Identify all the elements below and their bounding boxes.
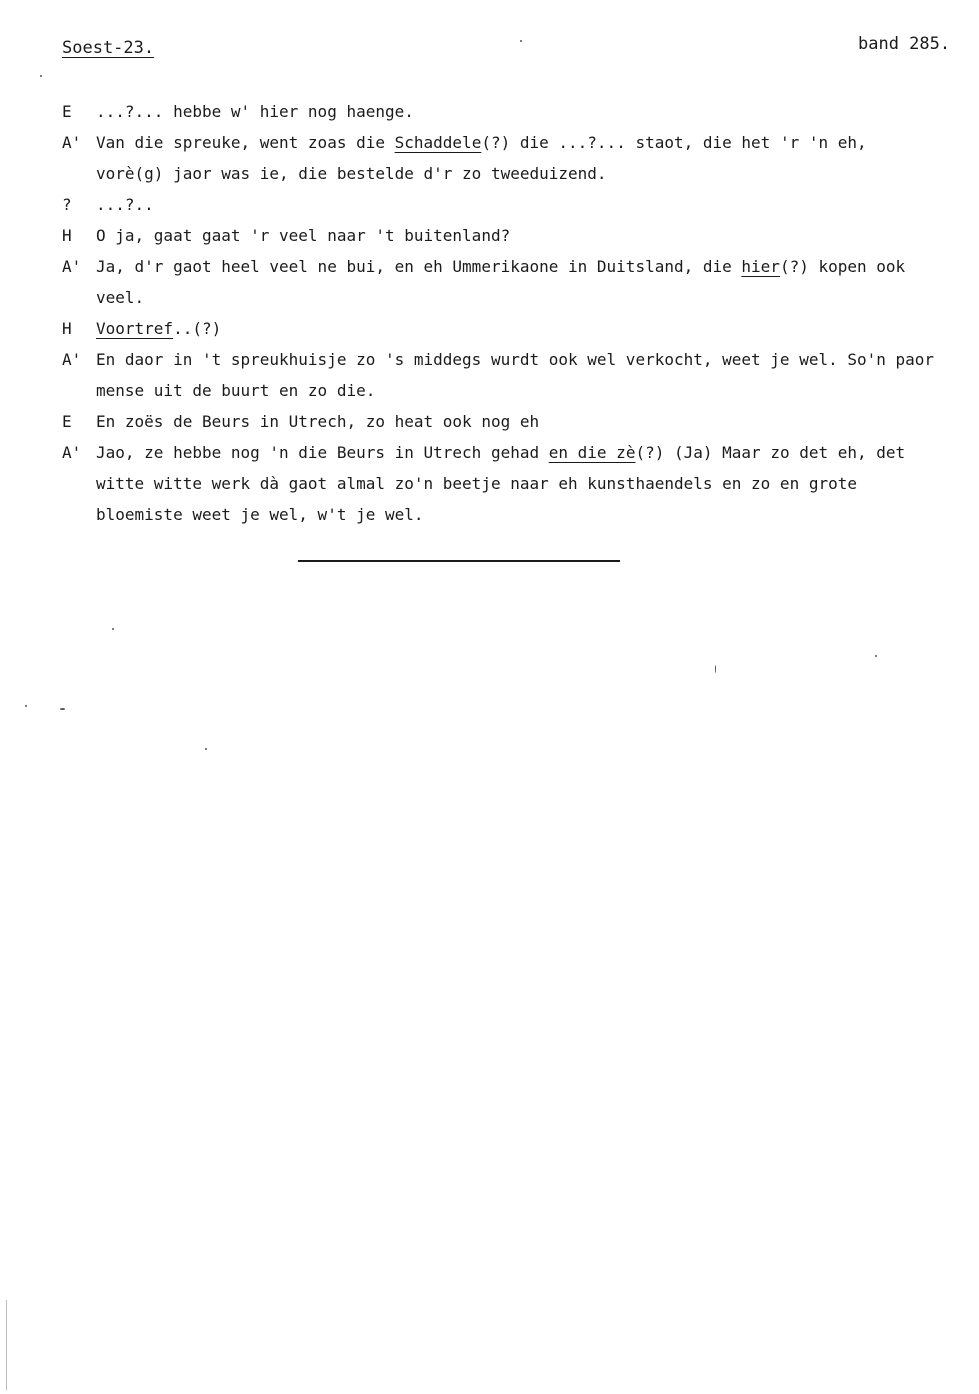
paper-speck — [520, 40, 522, 42]
speech-segment: Ja, d'r gaot heel veel ne bui, en eh Ummerikaone in Duitsland, die — [96, 257, 742, 276]
speech-text — [96, 344, 942, 406]
speech-segment: En zoës de Beurs in Utrech, zo heat ook nog eh — [96, 412, 540, 431]
transcript-turn — [62, 220, 942, 251]
speech-segment: O ja, gaat gaat 'r veel naar 't buitenland? — [96, 226, 511, 245]
speech-segment: Jao, ze hebbe nog 'n die Beurs in Utrech gehad — [96, 443, 549, 462]
speaker-label: A' — [62, 257, 82, 276]
document-id: Soest-23. — [62, 38, 155, 58]
underlined-uncertain-word: Schaddele — [394, 133, 482, 152]
paper-speck — [205, 748, 207, 750]
paper-speck — [112, 628, 114, 630]
speech-text — [96, 437, 942, 530]
speech-text — [96, 251, 942, 313]
speech-text — [96, 189, 942, 220]
transcript-turn — [62, 406, 942, 437]
speech-segment: Van die spreuke, went zoas die — [96, 133, 395, 152]
transcript-turn — [62, 251, 942, 313]
paper-speck — [60, 708, 65, 710]
underlined-uncertain-word: en die zè — [548, 443, 636, 462]
speech-segment: ...?... hebbe w' hier nog haenge. — [96, 102, 414, 121]
speech-text — [96, 127, 942, 189]
underlined-uncertain-word: hier — [741, 257, 780, 276]
scan-margin-line — [6, 1300, 7, 1390]
speech-segment: (?) (Ja) Maar zo det eh, det witte witte werk dà gaot almal zo'n beetje naar eh kunsthaendels en zo en grote bloemiste weet je wel, w't je wel. — [96, 443, 915, 524]
transcript-turn — [62, 437, 942, 530]
speaker-label: E — [62, 412, 72, 431]
speech-text — [96, 313, 942, 344]
transcript-body — [62, 96, 942, 530]
transcript-turn — [62, 189, 942, 220]
transcript-turn — [62, 96, 942, 127]
speaker-label: A' — [62, 350, 82, 369]
end-rule — [298, 560, 620, 562]
speaker-label: E — [62, 102, 72, 121]
paper-speck — [25, 705, 27, 707]
underlined-uncertain-word: Voortref — [96, 319, 174, 338]
speech-segment: (?) die ...?... staot, die het 'r 'n eh, vorè(g) jaor was ie, die bestelde d'r zo tweeduizend. — [96, 133, 877, 183]
speaker-label: ? — [62, 195, 72, 214]
speech-text — [96, 406, 942, 437]
speech-text — [96, 220, 942, 251]
speaker-label: H — [62, 319, 72, 338]
speaker-label: A' — [62, 133, 82, 152]
speaker-label: A' — [62, 443, 82, 462]
tape-number: band 285. — [858, 34, 951, 54]
speech-segment: (?) kopen ook veel. — [96, 257, 915, 307]
paper-speck — [715, 665, 716, 673]
speech-segment: ...?.. — [96, 195, 154, 214]
paper-speck — [40, 75, 42, 77]
transcript-turn — [62, 344, 942, 406]
transcript-turn — [62, 313, 942, 344]
paper-speck — [875, 655, 877, 657]
speech-segment: ..(?) — [173, 319, 222, 338]
speech-text — [96, 96, 942, 127]
speech-segment: En daor in 't spreukhuisje zo 's middegs wurdt ook wel verkocht, weet je wel. So'n paor mense uit de buurt en zo die. — [96, 350, 944, 400]
speaker-label: H — [62, 226, 72, 245]
transcript-turn — [62, 127, 942, 189]
